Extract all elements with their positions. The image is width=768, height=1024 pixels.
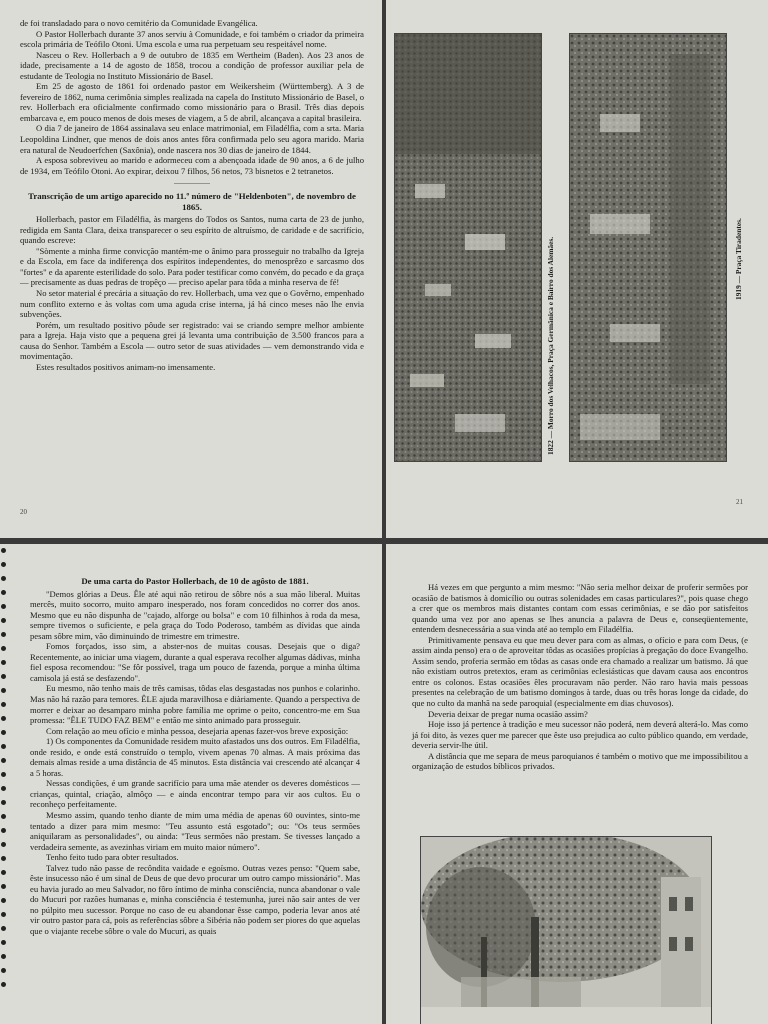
photo-caption-1822: 1822 — Morro dos Velhacos, Praça Germânica e Bairro dos Alemães. [546, 236, 555, 455]
binding-holes [0, 548, 6, 996]
page-number: 21 [736, 498, 743, 506]
page-number: 20 [20, 508, 27, 516]
page-left-bottom [0, 544, 382, 1024]
paragraph: Porém, um resultado positivo pôude ser registrado: vai se criando sempre melhor ambiente para a Igreja. Haja visto que a pequena grei já levanta uma contribuição de 3.500 francos para a causa do Senhor. Também a Escola — outro setor de suas atividades — vem demonstrando vida e movimentação. [20, 319, 364, 362]
paragraph: O dia 7 de janeiro de 1864 assinalava seu enlace matrimonial, em Filadélfia, com a srta. Maria Leopoldina Lindner, que menos de dois anos antes fôra confirmada pelo seu agora marido. Maria era natural de Neudoerfchen (Saxônia), onde nascera nos 30 dias de janeiro de 1844. [20, 123, 364, 155]
text-column [30, 571, 360, 937]
page-right-top [386, 0, 768, 538]
paragraph: Mesmo assim, quando tenho diante de mim uma média de apenas 60 ouvintes, sinto-me tentado a dizer para mim mesmo: "Teu assunto está esgotado"; ou: "Os teus sermões aniquilaram as personalidades", ou ainda: "Teus sermões não prestam. Se tivesses lançado a verdadeira semente, as avezinhas viriam em muito maior número". [30, 809, 360, 852]
photo-illustration [421, 837, 711, 1024]
historic-photo-trees [420, 836, 712, 1024]
paragraph: Eu mesmo, não tenho mais de três camisas, tôdas elas desgastadas nos punhos e colarinho. Mas não há razão para temores. ÊLE ajuda maravilhosa e diàriamente. Quando a perspectiva de morrer e deixar ao desamparo minha pobre família me oprime o peito, concentro-me em Sua promessa: "ÊLE TUDO FAZ BEM" e então me sinto animado para prosseguir. [30, 683, 360, 726]
paragraph: de foi transladado para o novo cemitério da Comunidade Evangélica. [20, 18, 258, 28]
paragraph: O Pastor Hollerbach durante 37 anos serviu à Comunidade, e foi também o criador da primeira escola primária de Teófilo Otoni. Uma escola e uma rua perpetuam seu respeitável nome. [20, 28, 364, 50]
separator: .................. [174, 177, 210, 187]
historic-photo-1919 [569, 33, 727, 462]
paragraph: Deveria deixar de pregar numa ocasião assim? [428, 708, 588, 719]
article-heading: Transcrição de um artigo aparecido no 11.º número de "Heldenboten", de novembro de 1865. [28, 191, 356, 212]
paragraph: Nessas condições, é um grande sacrifício para uma mãe atender os deveres domésticos — crianças, quintal, criação, almôço — e ainda encontrar tempo para vir aos cultos. Eu o reconheço perfeitamente. [30, 778, 360, 810]
paragraph: 1) Os componentes da Comunidade residem muito afastados uns dos outros. Em Filadélfia, onde resido, e onde está construído o templo, vivem apenas 70 almas. A mais próxima das demais almas reside a uma distância de 45 minutos. Esta distância vai crescendo até alcançar 4 a 5 horas. [30, 736, 360, 778]
photo-illustration [570, 34, 726, 461]
paragraph: Fomos forçados, isso sim, a abster-nos de muitas cousas. Desejais que o diga? Recentemente, ao iniciar uma viagem, durante a qual esperava recolher algumas dádivas, minha fiel esposa recomendou: "Se fôr possível, traga um pouco de fazenda, porque a minha última camisola já está se desfazendo". [30, 641, 361, 683]
page-right-bottom [386, 544, 768, 1024]
paragraph: "Sòmente a minha firme convicção mantém-me o ânimo para prosseguir no trabalho da Igreja e da Escola, em face da indiferença dos espíritos independentes, do menosprêzo e sarcasmo dos "fortes" e da aparente esterilidade do solo. Para poder testificar como convém, do pecado e da graça — precisamente as duas pedras de tropêço — preciso apelar para tôda a minha reserva de fé! [20, 245, 364, 288]
paragraph: Hollerbach, pastor em Filadélfia, às margens do Todos os Santos, numa carta de 23 de junho, redigida em Santa Clara, deixa transparecer o seu espírito de altruísmo, de caridade e de sacrifício, quando escreve: [20, 214, 364, 246]
paragraph: Primitivamente pensava eu que meu dever para com as almas, o ofício e para com Deus, (e assim ainda penso) era o de aproveitar tôdas as ocasiões propícias à pregação do doce Evangelho. Assim sendo, proferia sermão em tôdas as casas onde era chamado a realizar um batismo. Já que não existiam outros pretextos, eram as cerimônias eclesiásticas que davam causa aos encontros entre os colonos. Estas ocasiões êles procuravam não perder. Não raro havia mais pessoas presentes na celebração de um batismo domingos à tarde, duas ou três horas longe da cidade, do que no culto da manhã na sede paroquial (especialmente em dias chuvosos). [412, 634, 748, 709]
paragraph: Em 25 de agosto de 1861 foi ordenado pastor em Weikersheim (Württemberg). A 3 de fevereiro de 1862, numa cerimônia simples realizada na capela do Instituto Missionário de Basel, o rev. Hollerbach era oficialmente confirmado como missionário para o Brasil. Três dias depois embarcava e, em pouco menos de dois meses de viagem, a 5 de abril, alcançava a capital brasileira. [20, 81, 364, 123]
page-left-top [0, 0, 382, 538]
paragraph: Com relação ao meu ofício e minha pessoa, desejaria apenas fazer-vos breve exposição: [46, 725, 349, 736]
paragraph: Tenho feito tudo para obter resultados. [46, 852, 179, 863]
photo-caption-1919: 1919 — Praça Tiradentes. [734, 218, 743, 300]
paragraph: Há vezes em que pergunto a mim mesmo: "Não seria melhor deixar de proferir sermões por ocasião de batismos à domicílio ou outras solenidades em casas particulares?", pois quase chego a crer que os membros mais distantes contam com essas cerimônias, e se dão por satisfeitos quando uma vez por ano apenas se lhes anuncia a palavra de Deus e, conseqüentemente, entendem desnecessária a sua vinda até ao templo em Filadélfia. [412, 582, 748, 635]
paragraph: Estes resultados positivos animam-no imensamente. [36, 361, 216, 372]
paragraph: A esposa sobreviveu ao marido e adormeceu com a abençoada idade de 90 anos, a 6 de julho de 1934, em Teófilo Otoni. Ao expirar, deixou 7 filhos, 56 netos, 73 bisnetos e 2 tetranetos. [20, 155, 364, 176]
paragraph: No setor material é precária a situação do rev. Hollerbach, uma vez que o Govêrno, empenhado num conflito externo e às voltas com uma aguda crise interna, já há cinco meses não lhe envia subvenções. [20, 288, 364, 320]
paragraph: A distância que me separa de meus paroquianos é também o motivo que me impossibilitou a organização de estudos bíblicos privados. [412, 750, 748, 772]
paragraph: Talvez tudo não passe de recôndita vaidade e egoísmo. Outras vezes penso: "Quem sabe, êste insucesso não é um sinal de Deus de que devo procurar um outro campo missionário". Mas eu havia jurado ao meu Salvador, no fôro íntimo de minha consciência, nunca abandonar o vale do Mucuri por razões humanas e, minha consciência é testemunha, jurei não sair antes de ver no púlpito meu sucessor. Porque no caso de eu abandonar êsse campo, poderia levar anos até vir outro pastor para cá, pois as referências sôbre a Sibéria não podem ser piores do que aquelas que o viajante recebe sôbre o vale do Mucuri, as quais [30, 862, 360, 936]
paragraph: "Demos glórias a Deus. Êle até aqui não retirou de sôbre nós a sua mão liberal. Muitas mercês, muito socorro, muito amparo inesperado, nos foram concedidos no correr dos anos. Mesmo que eu não dispunha de "cajado, alforge ou bolsa" e com 10 filhinhos à roda da mesa, sempre tivemos o suficiente, e pela graça do Todo Poderoso, também as dívidas que ainda pesam sôbre mim, vão diminuindo de trimestre em trimestre. [30, 588, 360, 641]
paragraph: Nasceu o Rev. Hollerbach a 9 de outubro de 1835 em Wertheim (Baden). Aos 23 anos de idade, precisamente a 14 de agosto de 1858, trocou a condição de professor auxiliar pela de estudante de Teologia no Instituto Missionário de Basel. [20, 49, 364, 81]
text-column [20, 18, 364, 372]
text-column [412, 582, 748, 772]
photo-illustration [395, 34, 541, 461]
historic-photo-1822 [394, 33, 542, 462]
paragraph: Hoje isso já pertence à tradição e meu sucessor não poderá, nem deverá alterá-lo. Mas como já foi dito, às vezes quer me parecer que êste uso prejudica ao culto público quando, em verdade, deveria servir-lhe útil. [412, 719, 748, 751]
letter-heading: De uma carta do Pastor Hollerbach, de 10 de agôsto de 1881. [81, 576, 309, 586]
